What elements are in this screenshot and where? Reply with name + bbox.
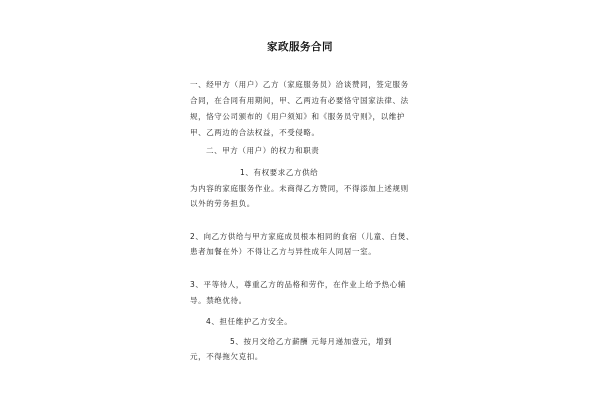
document-title: 家政服务合同 <box>267 41 333 53</box>
paragraph-line: 2、向乙方供给与甲方家庭成员根本相同的食宿（儿童、白煲、 <box>190 232 415 241</box>
paragraph-line: 以外的劳务担负。 <box>190 199 255 208</box>
clause-heading: 4、担任维护乙方安全。 <box>206 317 293 326</box>
paragraph-line: 合同，在合同有用期间，甲、乙两边有必要恪守国家法律、法 <box>190 96 409 105</box>
paragraph-line: 3、平等待人，尊重乙方的品格和劳作，在作业上给予热心辅 <box>190 280 406 289</box>
paragraph-line: 一、经甲方（用户）乙方（家庭服务员）洽谈赞同，签定服务 <box>190 80 409 89</box>
paragraph-line: 导。禁绝优待。 <box>190 296 247 305</box>
paragraph-line: 患者加餐在外）不得让乙方与异性成年人同居一室。 <box>190 247 377 256</box>
paragraph-line: 甲、乙两边的合法权益，不受侵略。 <box>190 128 320 137</box>
clause-heading: 5、按月交给乙方薪酬 元每月递加壹元，增到 <box>230 337 393 346</box>
paragraph-line: 为内容的家庭服务作业。未商得乙方赞同，不得添加上述规则 <box>190 184 409 193</box>
section-heading: 二、甲方（用户）的权力和职责 <box>206 146 320 155</box>
clause-heading: 1、有权要求乙方供给 <box>240 168 319 177</box>
paragraph-line: 元，不得拖欠克扣。 <box>190 352 263 361</box>
paragraph-line: 规，恪守公司颁布的《用户须知》和《服务员守则》，以维护 <box>190 112 405 121</box>
